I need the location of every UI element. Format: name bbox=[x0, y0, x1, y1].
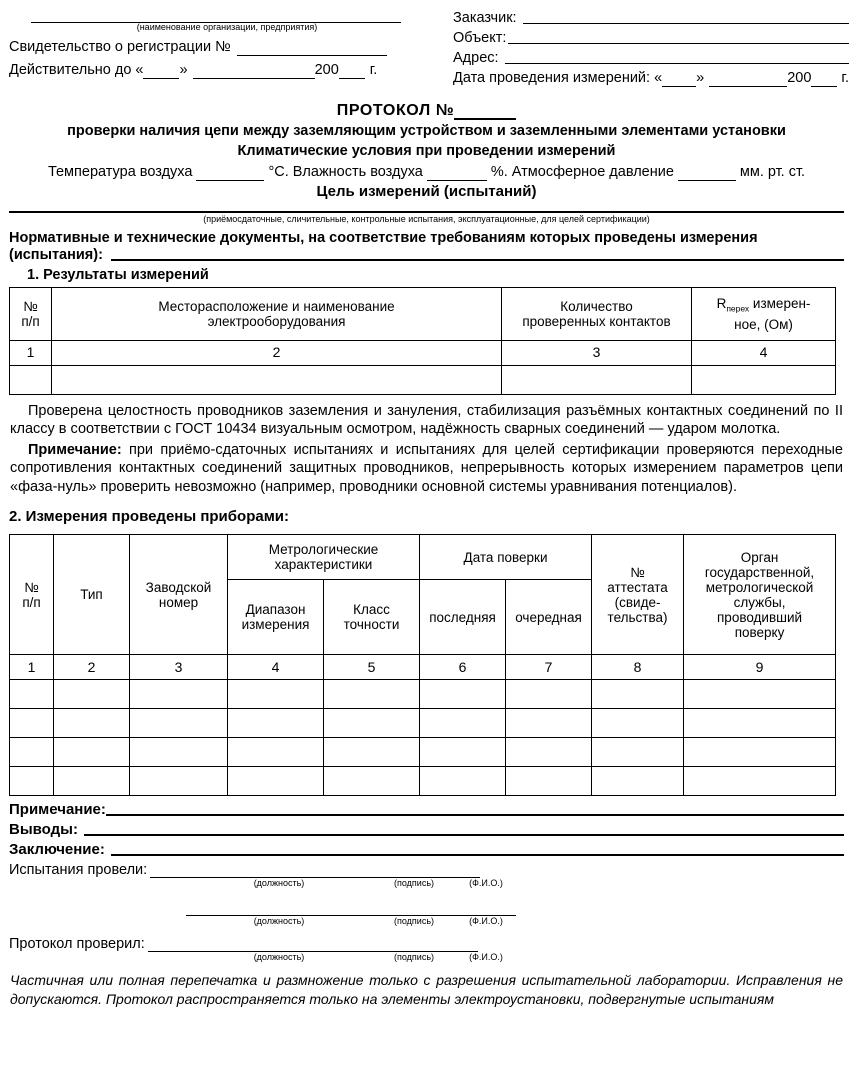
pressure-field[interactable] bbox=[678, 166, 736, 181]
devices-col-organ-header bbox=[684, 535, 836, 655]
devices-cell-number[interactable] bbox=[10, 680, 54, 709]
checked-by-label: Протокол проверил: bbox=[9, 936, 145, 953]
devices-num-line1: № bbox=[24, 579, 39, 595]
results-col-contacts-header bbox=[502, 287, 692, 340]
climate-values-row bbox=[9, 163, 844, 181]
valid-until-label: Действительно до « bbox=[9, 61, 144, 78]
results-col-location-line1: Месторасположение и наименование bbox=[158, 298, 395, 314]
devices-cert-line4: тельства) bbox=[607, 609, 668, 625]
devices-cell-last[interactable] bbox=[420, 767, 506, 796]
results-col-contacts-line1: Количество bbox=[560, 298, 633, 314]
results-number-1: 1 bbox=[10, 340, 52, 365]
caption-fio: (Ф.И.О.) bbox=[469, 952, 503, 963]
caption-signature: (подпись) bbox=[393, 878, 435, 889]
measurement-goal-title: Цель измерений (испытаний) bbox=[316, 183, 537, 200]
resistance-symbol: R bbox=[716, 296, 727, 312]
certificate-number-field[interactable] bbox=[237, 41, 387, 56]
temperature-field[interactable] bbox=[196, 166, 264, 181]
title-block bbox=[0, 102, 853, 200]
results-cell-location[interactable] bbox=[52, 365, 502, 394]
results-table bbox=[9, 287, 836, 395]
results-col-resistance-header bbox=[692, 287, 836, 340]
devices-cell-organ[interactable] bbox=[684, 767, 836, 796]
devices-num-line2: п/п bbox=[22, 594, 41, 610]
object-label: Объект: bbox=[453, 30, 507, 46]
devices-col-last-header: последняя bbox=[420, 580, 506, 655]
devices-cell-last[interactable] bbox=[420, 680, 506, 709]
table-row[interactable] bbox=[10, 680, 836, 709]
devices-cell-type[interactable] bbox=[54, 738, 130, 767]
devices-table bbox=[9, 534, 836, 796]
valid-year-field[interactable] bbox=[339, 64, 365, 79]
devices-col-serial-header bbox=[130, 535, 228, 655]
caption-fio: (Ф.И.О.) bbox=[469, 916, 503, 927]
integrity-paragraph: Проверена целостность проводников заземления и зануления, стабилизация разъёмных контактных соединений по II классу в соответствии с ГОСТ 10434 визуальным осмотром, надёжность сварных соединений — ударом молотка. bbox=[10, 402, 843, 438]
checked-by-captions bbox=[186, 952, 516, 962]
temperature-unit-humidity-label: °С. Влажность воздуха bbox=[268, 164, 423, 180]
devices-cell-number[interactable] bbox=[10, 738, 54, 767]
devices-number-2: 2 bbox=[54, 655, 130, 680]
results-number-2: 2 bbox=[52, 340, 502, 365]
devices-cell-organ[interactable] bbox=[684, 680, 836, 709]
devices-cell-next[interactable] bbox=[506, 738, 592, 767]
address-row bbox=[453, 50, 849, 67]
valid-until-row bbox=[9, 62, 439, 79]
devices-col-certificate-header bbox=[592, 535, 684, 655]
goal-underline[interactable] bbox=[9, 211, 844, 213]
resistance-subscript: перех bbox=[726, 303, 750, 314]
measurement-date-label: Дата проведения измерений: bbox=[453, 70, 651, 86]
note-text: при приёмо-сдаточных испытаниях и испытаниях для целей сертификации проверяются переходные сопротивления контактных соединений защитных проводников, непрерывность которых измерением параметров цепи «фаза-нуль» проверить невозможно (например, проводники основной системы уравнивания потенциалов). bbox=[10, 441, 843, 495]
measurement-date-row bbox=[453, 70, 849, 87]
devices-cell-number[interactable] bbox=[10, 767, 54, 796]
devices-cell-serial[interactable] bbox=[130, 709, 228, 738]
devices-number-5: 5 bbox=[324, 655, 420, 680]
devices-cell-class[interactable] bbox=[324, 767, 420, 796]
devices-number-1: 1 bbox=[10, 655, 54, 680]
results-col-number-line2: п/п bbox=[21, 313, 40, 329]
section-1-heading: 1. Результаты измерений bbox=[27, 266, 209, 283]
devices-organ-line5: проводивший bbox=[717, 609, 803, 625]
object-field[interactable] bbox=[508, 42, 849, 44]
climate-conditions-title: Климатические условия при проведении измерений bbox=[237, 143, 616, 159]
customer-label: Заказчик: bbox=[453, 10, 517, 26]
humidity-field[interactable] bbox=[427, 166, 487, 181]
devices-number-row bbox=[10, 655, 836, 680]
devices-cell-type[interactable] bbox=[54, 680, 130, 709]
results-table-header-row bbox=[10, 287, 836, 340]
devices-cell-certificate[interactable] bbox=[592, 680, 684, 709]
certificate-row bbox=[9, 39, 439, 56]
tests-by-label: Испытания провели: bbox=[9, 862, 148, 879]
caption-position: (должность) bbox=[253, 916, 305, 927]
devices-cell-class[interactable] bbox=[324, 680, 420, 709]
header-left-column bbox=[9, 10, 439, 90]
table-row[interactable] bbox=[10, 709, 836, 738]
caption-signature: (подпись) bbox=[393, 916, 435, 927]
devices-cell-certificate[interactable] bbox=[592, 709, 684, 738]
verdict-field-row bbox=[9, 840, 844, 859]
devices-cert-line2: аттестата bbox=[607, 579, 668, 595]
caption-fio: (Ф.И.О.) bbox=[469, 878, 503, 889]
devices-cell-type[interactable] bbox=[54, 709, 130, 738]
devices-serial-line2: номер bbox=[158, 594, 199, 610]
table-row[interactable] bbox=[10, 738, 836, 767]
certificate-label: Свидетельство о регистрации № bbox=[9, 38, 231, 55]
results-col-location-header bbox=[52, 287, 502, 340]
devices-col-type-header: Тип bbox=[54, 535, 130, 655]
results-number-4: 4 bbox=[692, 340, 836, 365]
goal-caption: (приёмосдаточные, сличительные, контрольные испытания, эксплуатационные, для целей сертификации) bbox=[203, 214, 650, 224]
tests-by-signature-field[interactable] bbox=[150, 864, 480, 878]
results-table-number-row bbox=[10, 340, 836, 365]
measurement-year-prefix: 200 bbox=[787, 70, 812, 86]
measurement-month-field[interactable] bbox=[709, 72, 787, 87]
organization-caption: (наименование организации, предприятия) bbox=[136, 22, 318, 32]
devices-cell-class[interactable] bbox=[324, 738, 420, 767]
caption-position: (должность) bbox=[253, 952, 305, 963]
devices-serial-line1: Заводской bbox=[145, 579, 212, 595]
customer-field[interactable] bbox=[523, 22, 849, 24]
devices-metro-line2: характеристики bbox=[274, 557, 373, 573]
devices-cell-organ[interactable] bbox=[684, 738, 836, 767]
table-row[interactable] bbox=[10, 767, 836, 796]
normative-line-2-label: (испытания): bbox=[9, 246, 103, 263]
devices-organ-line2: государственной, bbox=[704, 564, 815, 580]
devices-col-class-header bbox=[324, 580, 420, 655]
tests-by-row bbox=[9, 862, 844, 878]
devices-class-line1: Класс bbox=[353, 602, 390, 618]
devices-number-4: 4 bbox=[228, 655, 324, 680]
caption-position: (должность) bbox=[253, 878, 305, 889]
results-cell-number[interactable] bbox=[10, 365, 52, 394]
normative-line-1: Нормативные и технические документы, на соответствие требованиям которых проведены измерения bbox=[9, 229, 758, 246]
valid-until-quote: » bbox=[179, 61, 188, 78]
conclusions-label: Выводы: bbox=[9, 821, 78, 839]
devices-cell-class[interactable] bbox=[324, 709, 420, 738]
results-col-resistance-line2: ное, (Ом) bbox=[734, 316, 793, 332]
devices-col-metrology-header bbox=[228, 535, 420, 580]
protocol-subtitle: проверки наличия цепи между заземляющим устройством и заземленными элементами установки bbox=[67, 123, 786, 139]
address-field[interactable] bbox=[505, 62, 849, 64]
valid-year-suffix: г. bbox=[369, 61, 378, 78]
devices-organ-line4: службы, bbox=[733, 594, 786, 610]
devices-cell-serial[interactable] bbox=[130, 767, 228, 796]
devices-organ-line3: метрологической bbox=[705, 579, 814, 595]
valid-year-prefix: 200 bbox=[314, 61, 339, 78]
devices-cell-range[interactable] bbox=[228, 767, 324, 796]
protocol-title: ПРОТОКОЛ № bbox=[336, 102, 455, 119]
normative-block bbox=[0, 230, 853, 264]
tests-by-captions-2 bbox=[186, 916, 516, 926]
conclusions-field[interactable] bbox=[84, 833, 844, 836]
bottom-note-field[interactable] bbox=[106, 813, 844, 816]
results-col-number-header bbox=[10, 287, 52, 340]
devices-number-8: 8 bbox=[592, 655, 684, 680]
note-paragraph bbox=[0, 441, 853, 497]
resistance-word: измерен- bbox=[749, 296, 811, 312]
devices-range-line2: измерения bbox=[241, 617, 310, 633]
section-2-heading: 2. Измерения проведены приборами: bbox=[9, 508, 290, 526]
devices-cell-type[interactable] bbox=[54, 767, 130, 796]
devices-cell-range[interactable] bbox=[228, 709, 324, 738]
valid-month-field[interactable] bbox=[193, 64, 315, 79]
checked-by-row bbox=[9, 936, 844, 952]
devices-number-7: 7 bbox=[506, 655, 592, 680]
devices-cell-certificate[interactable] bbox=[592, 767, 684, 796]
pressure-unit: мм. рт. ст. bbox=[739, 164, 806, 180]
customer-row bbox=[453, 10, 849, 27]
devices-header-row-1 bbox=[10, 535, 836, 580]
devices-cell-serial[interactable] bbox=[130, 680, 228, 709]
protocol-title-row bbox=[9, 102, 844, 120]
devices-organ-line6: поверку bbox=[734, 624, 785, 640]
devices-range-line1: Диапазон bbox=[245, 602, 306, 618]
results-col-resistance-line1 bbox=[694, 296, 833, 317]
verdict-label: Заключение: bbox=[9, 841, 105, 859]
results-cell-resistance[interactable] bbox=[692, 365, 836, 394]
normative-documents-field[interactable] bbox=[111, 258, 844, 261]
note-label: Примечание: bbox=[28, 441, 122, 458]
devices-col-next-header: очередная bbox=[506, 580, 592, 655]
protocol-number-field[interactable] bbox=[454, 103, 516, 120]
measurement-day-field[interactable] bbox=[662, 72, 696, 87]
devices-cell-organ[interactable] bbox=[684, 709, 836, 738]
object-row bbox=[453, 30, 849, 47]
devices-class-line2: точности bbox=[343, 617, 400, 633]
devices-cell-range[interactable] bbox=[228, 680, 324, 709]
results-col-location-line2: электрооборудования bbox=[207, 313, 346, 329]
devices-organ-line1: Орган bbox=[740, 549, 779, 565]
devices-cell-number[interactable] bbox=[10, 709, 54, 738]
devices-cell-certificate[interactable] bbox=[592, 738, 684, 767]
devices-cell-next[interactable] bbox=[506, 680, 592, 709]
valid-day-field[interactable] bbox=[143, 64, 179, 79]
devices-cell-next[interactable] bbox=[506, 709, 592, 738]
devices-col-verification-date-header: Дата поверки bbox=[420, 535, 592, 580]
devices-number-9: 9 bbox=[684, 655, 836, 680]
bottom-fields bbox=[0, 800, 853, 962]
devices-col-range-header bbox=[228, 580, 324, 655]
caption-signature: (подпись) bbox=[393, 952, 435, 963]
normative-line-2-row bbox=[9, 247, 844, 264]
measurement-year-suffix: г. bbox=[841, 70, 849, 86]
devices-cell-range[interactable] bbox=[228, 738, 324, 767]
devices-cell-next[interactable] bbox=[506, 767, 592, 796]
devices-cell-serial[interactable] bbox=[130, 738, 228, 767]
verdict-field[interactable] bbox=[111, 853, 844, 856]
devices-cert-line3: (свиде- bbox=[614, 594, 661, 610]
devices-col-number-header bbox=[10, 535, 54, 655]
bottom-note-label: Примечание: bbox=[9, 801, 106, 819]
header-right-column bbox=[439, 10, 849, 90]
footer-disclaimer: Частичная или полная перепечатка и размножение только с разрешения испытательной лаборатории. Исправления не допускаются. Протокол распространяется только на элементы электроустановки, подвергнутые испытаниям bbox=[10, 972, 843, 1008]
document-page bbox=[0, 10, 853, 1081]
temperature-label: Температура воздуха bbox=[47, 164, 193, 180]
results-col-contacts-line2: проверенных контактов bbox=[522, 313, 671, 329]
devices-cert-line1: № bbox=[630, 564, 645, 580]
checked-by-signature-field[interactable] bbox=[148, 938, 478, 952]
tests-by-captions bbox=[186, 878, 516, 888]
date-quote-open: « bbox=[654, 70, 663, 86]
tests-by-row-second bbox=[9, 902, 844, 916]
conclusions-field-row bbox=[9, 820, 844, 839]
humidity-unit-pressure-label: %. Атмосферное давление bbox=[490, 164, 674, 180]
measurement-year-field[interactable] bbox=[811, 72, 837, 87]
results-cell-contacts[interactable] bbox=[502, 365, 692, 394]
table-row[interactable] bbox=[10, 365, 836, 394]
devices-cell-last[interactable] bbox=[420, 709, 506, 738]
note-field-row bbox=[9, 800, 844, 819]
devices-cell-last[interactable] bbox=[420, 738, 506, 767]
address-label: Адрес: bbox=[453, 50, 499, 66]
tests-by-signature-field-2[interactable] bbox=[186, 902, 516, 916]
devices-number-6: 6 bbox=[420, 655, 506, 680]
results-number-3: 3 bbox=[502, 340, 692, 365]
devices-number-3: 3 bbox=[130, 655, 228, 680]
header-block bbox=[0, 10, 853, 90]
date-quote-close: » bbox=[696, 70, 705, 86]
devices-metro-line1: Метрологические bbox=[268, 542, 379, 558]
results-col-number-line1: № bbox=[23, 298, 38, 314]
